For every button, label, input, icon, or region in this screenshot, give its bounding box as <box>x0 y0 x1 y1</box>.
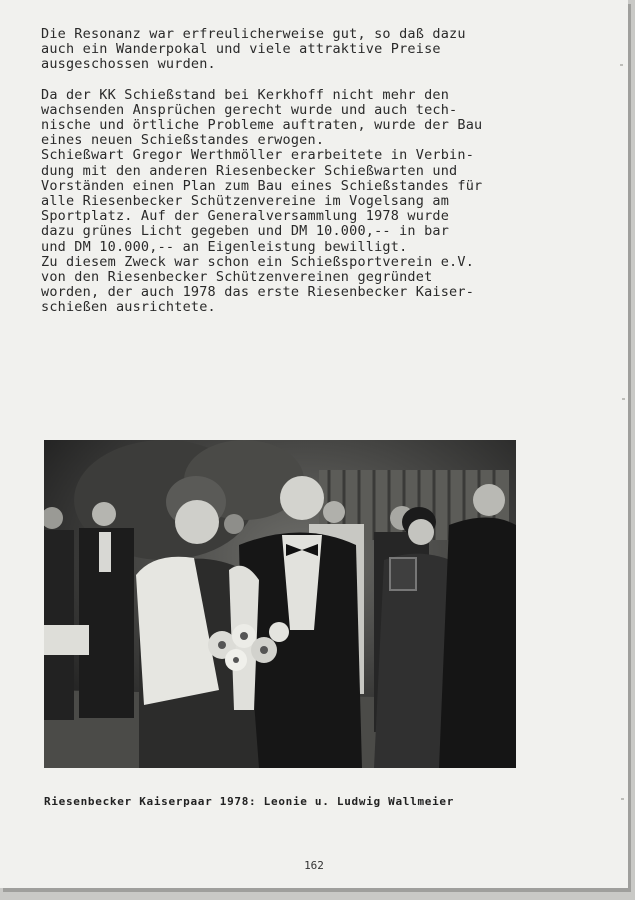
paragraph-resonanz: Die Resonanz war erfreulicherweise gut, so daß dazu auch ein Wanderpokal und viele attraktive Preise ausgeschossen wurden. <box>41 26 466 73</box>
photo-caption: Riesenbecker Kaiserpaar 1978: Leonie u. Ludwig Wallmeier <box>44 795 455 808</box>
scan-speck <box>622 398 625 400</box>
paragraph-werthmoeller: Schießwart Gregor Werthmöller erarbeitete in Verbin- dung mit den anderen Riesenbecker Schießwarten und Vorständen einen Plan zum Bau eines Schießstandes für alle Riesenbecker Schützenvereine im Vogelsang am Sportplatz. Auf der Generalversammlung 1978 wurde dazu grünes Licht gegeben und DM 10.000,-- in bar und DM 10.000,-- an Eigenleistung bewilligt. <box>41 147 483 255</box>
scan-speck <box>620 64 623 66</box>
body-text <box>41 27 531 316</box>
page-number: 162 <box>304 859 324 872</box>
scan-speck <box>621 798 624 800</box>
paragraph-schiessstand: Da der KK Schießstand bei Kerkhoff nicht mehr den wachsenden Ansprüchen gerecht wurde und auch tech- nische und örtliche Probleme auftraten, wurde der Bau eines neuen Schießstandes erwogen. <box>41 86 483 149</box>
paragraph-schiesssportverein: Zu diesem Zweck war schon ein Schießsportverein e.V. von den Riesenbecker Schützenvereinen gegründet worden, der auch 1978 das erste Riesenbecker Kaiser- schießen ausrichtete. <box>41 253 475 316</box>
kaiserpaar-photo <box>44 440 516 768</box>
